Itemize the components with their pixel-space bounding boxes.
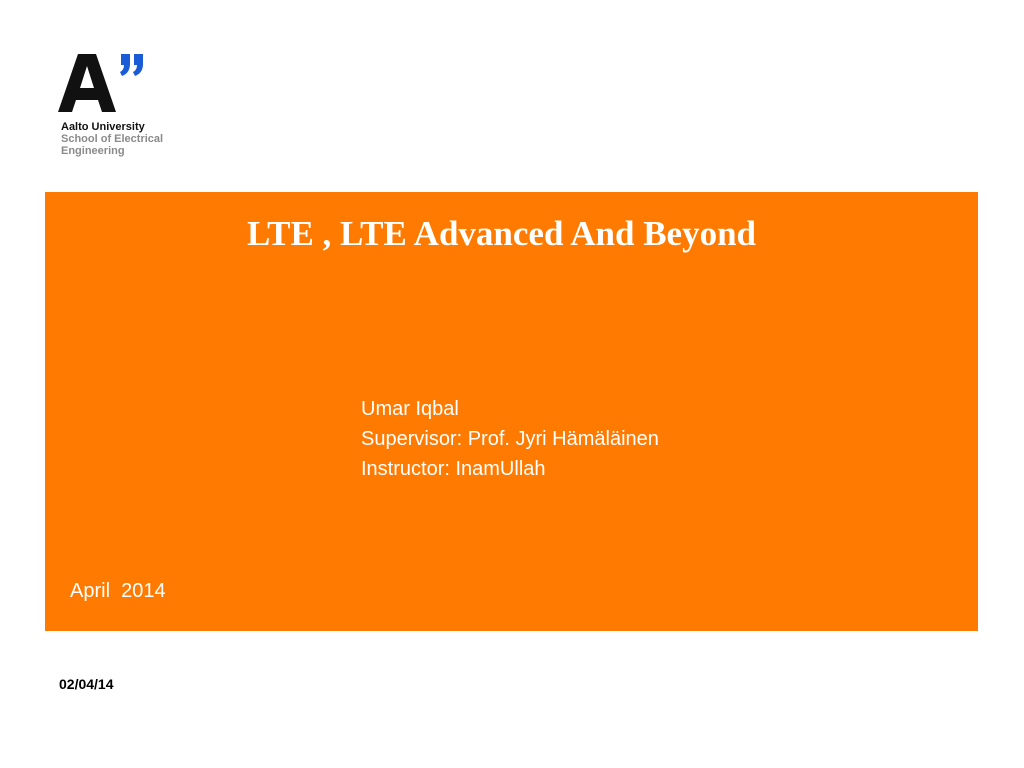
footer-date: 02/04/14 — [59, 676, 114, 692]
school-name-line1: School of Electrical — [61, 133, 164, 145]
presentation-credits — [361, 394, 659, 484]
instructor-line: Instructor: InamUllah — [361, 458, 546, 480]
title-slide-panel — [45, 192, 978, 631]
slide-title: LTE , LTE Advanced And Beyond — [246, 214, 757, 253]
author-name: Umar Iqbal — [361, 398, 459, 420]
logo-text — [61, 121, 163, 157]
aalto-logo — [58, 54, 198, 164]
university-name: Aalto University — [61, 121, 145, 133]
presentation-date: April 2014 — [70, 580, 166, 602]
aalto-a-logo-icon — [58, 54, 158, 112]
school-name-line2: Engineering — [61, 145, 125, 157]
supervisor-line: Supervisor: Prof. Jyri Hämäläinen — [361, 428, 659, 450]
